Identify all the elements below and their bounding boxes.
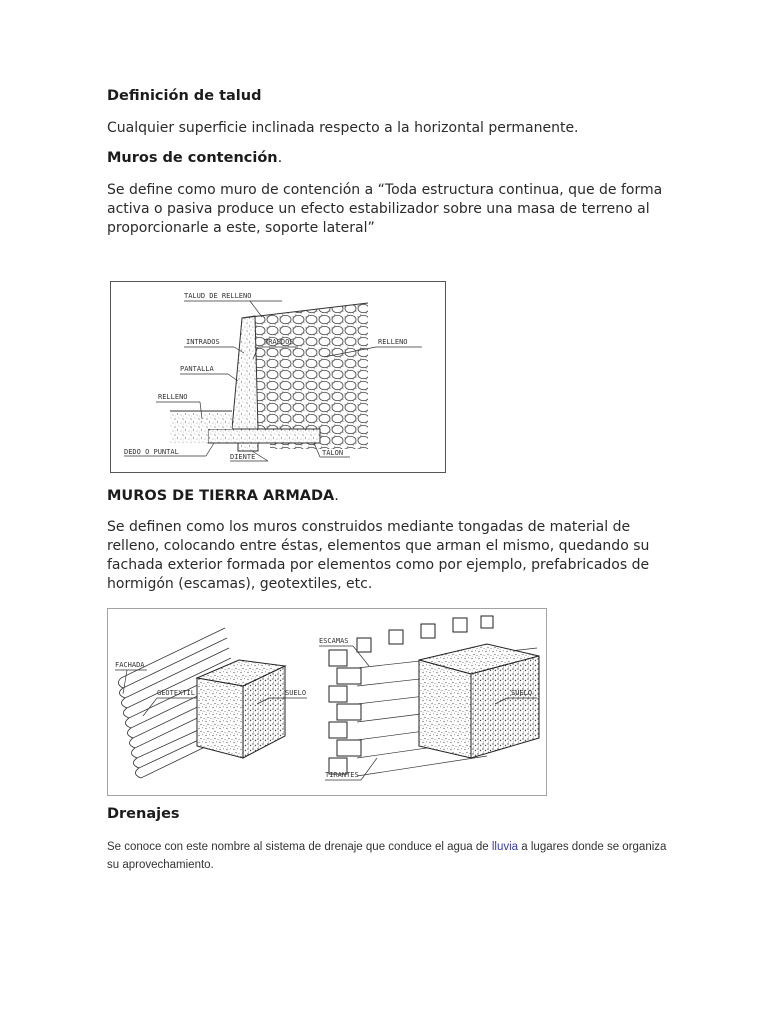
label-fachada: FACHADA (115, 661, 145, 669)
label-talon: TALON (322, 449, 344, 457)
lluvia-link[interactable]: lluvia (491, 841, 519, 853)
label-geotextil: GEOTEXTIL (157, 689, 195, 697)
backfill-area (255, 303, 368, 449)
drenajes-text-after: a lugares donde se organiza su aprovechamiento. (107, 841, 667, 871)
section-title-drenajes: Drenajes (107, 806, 180, 822)
retaining-wall-diagram (110, 281, 446, 473)
paragraph-talud: Cualquier superficie inclinada respecto a la horizontal permanente. (107, 120, 579, 136)
section-title-tierra-armada (107, 488, 339, 504)
section-title-muros-suffix: . (277, 150, 283, 166)
label-suelo-left: SUELO (285, 689, 307, 697)
label-diente: DIENTE (230, 453, 256, 461)
label-trasdos: TRASDOS (264, 338, 294, 346)
section-title-muros (107, 150, 282, 166)
label-pantalla: PANTALLA (180, 365, 214, 373)
section-title-talud: Definición de talud (107, 88, 262, 104)
label-pie: DEDO O PUNTAL (124, 448, 179, 456)
reinforced-earth-diagram (107, 608, 547, 796)
soil-block-left-front (197, 678, 243, 758)
paragraph-tierra-armada: Se definen como los muros construidos mediante tongadas de material de relleno, colocando entre éstas, elementos que arman el mismo, quedando su fachada exterior formada por elementos como por ejemplo, prefabricados de hormigón (escamas), geotextiles, etc. (107, 519, 650, 592)
section-title-tierra-armada-suffix: . (334, 488, 339, 504)
wall-footing (208, 429, 320, 443)
label-tirantes: TIRANTES (325, 771, 359, 779)
label-suelo-right: SUELO (511, 689, 533, 697)
soil-block-right-front (419, 660, 471, 758)
wall-key (238, 443, 258, 451)
paragraph-muros: Se define como muro de contención a “Toda estructura continua, que de forma activa o pasiva produce un efecto estabilizador sobre una masa de terreno al proporcionarle a este, soporte lateral” (107, 182, 663, 236)
label-relleno-left: RELLENO (158, 393, 188, 401)
drenajes-text-before: Se conoce con este nombre al sistema de drenaje que conduce el agua de (107, 841, 492, 853)
label-escamas: ESCAMAS (319, 637, 349, 645)
label-talud: TALUD DE RELLENO (184, 292, 252, 300)
section-title-muros-text: Muros de contención (107, 150, 278, 166)
paragraph-drenajes (107, 838, 667, 874)
label-relleno-right: RELLENO (378, 338, 408, 346)
section-title-tierra-armada-text: MUROS DE TIERRA ARMADA (107, 488, 335, 504)
label-intrados: INTRADOS (186, 338, 220, 346)
